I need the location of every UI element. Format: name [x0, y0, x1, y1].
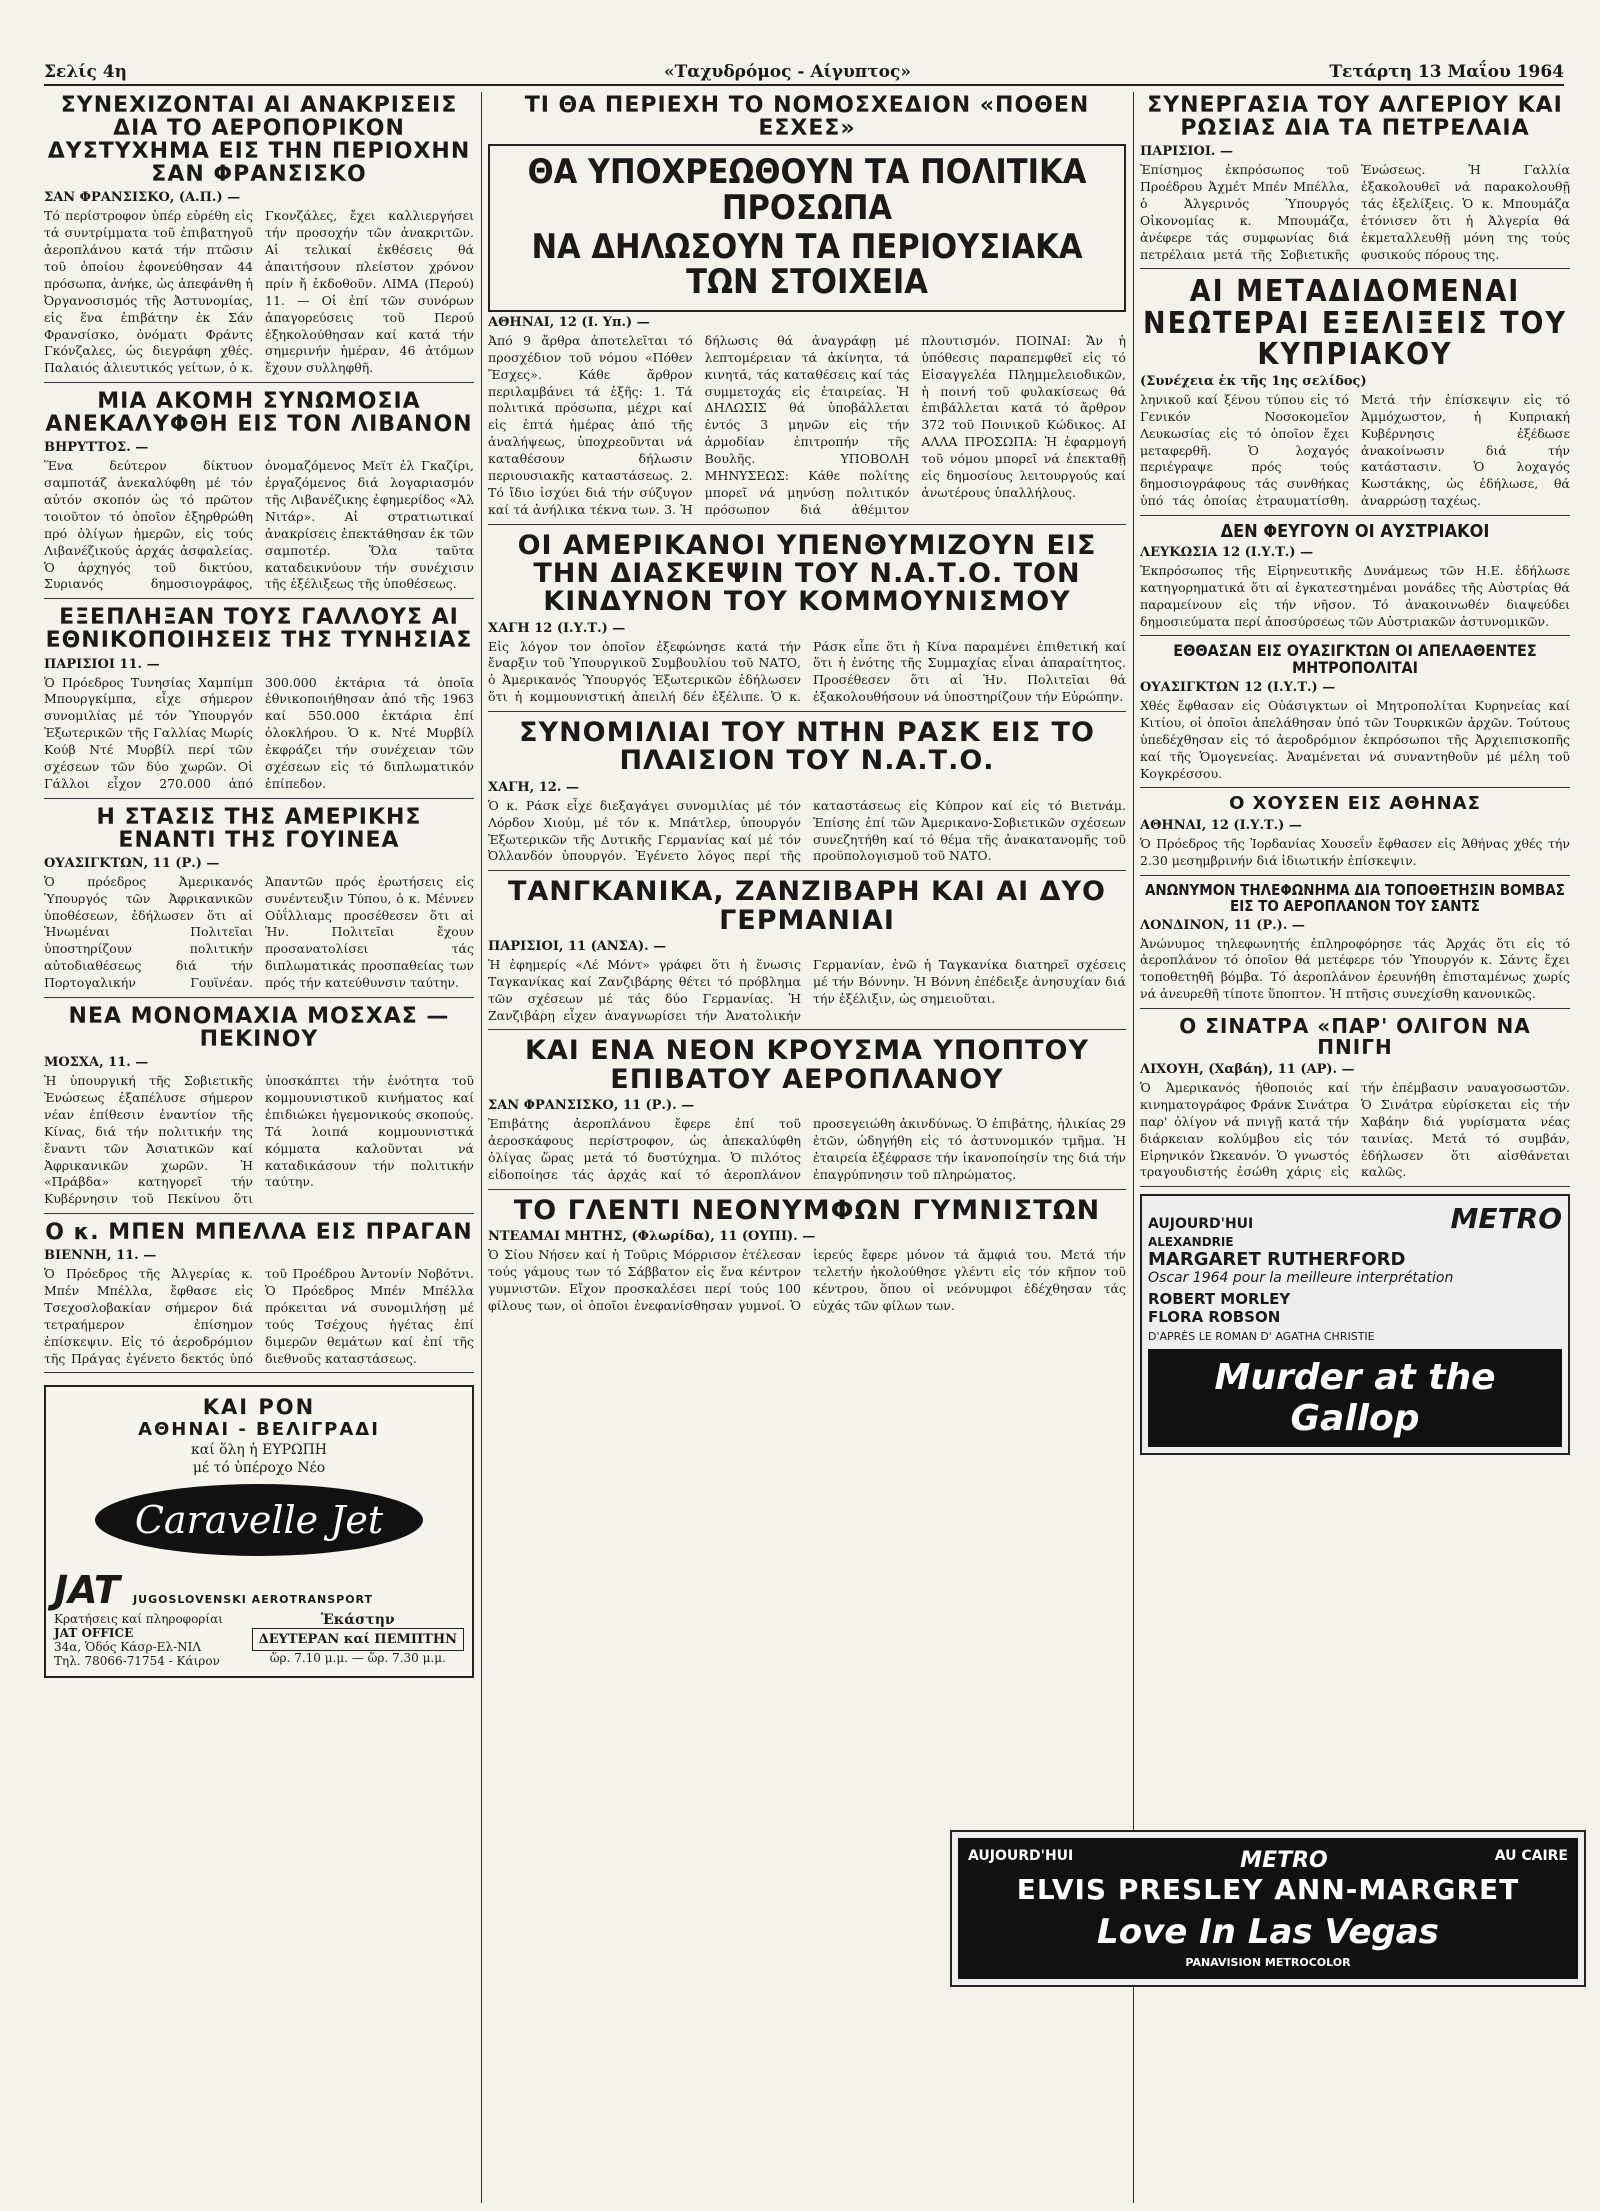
article	[1140, 1016, 1570, 1187]
article-body: Ἡ ἐφημερίς «Λέ Μόντ» γράφει ὅτι ἡ ἕνωσις Ταγκανίκας καί Ζανζιβάρης θέτει τό πρόβλημα τῶν σχέσεων μέ τάς δύο Γερμανίας. Ἡ Ζανζιβάρη εἶχεν ἀναγνωρίσει τήν Ἀνατολικήν Γερμανίαν, ἐνῶ ἡ Ταγκανίκα διατηρεῖ σχέσεις μέ τήν Βόννην. Ἡ Βόννη ἐπέδειξε ἀνησυχίαν διά τήν ἐξέλιξιν, ὡς σημειοῦται.	[488, 956, 1126, 1023]
metro-logo: METRO	[1240, 1848, 1328, 1873]
article-body: Ἡ ὑπουργική τῆς Σοβιετικῆς Ἑνώσεως ἐξαπέλυσε σήμερον νέαν ἐπίθεσιν ἐναντίον τῆς Κίνας, διά τήν πολιτικήν της ἔναντι τῶν Ἀσιατικῶν καί Ἀφρικανικῶν χωρῶν. Ἡ «Πράβδα» κατηγορεῖ τήν Κυβέρνησιν τοῦ Πεκίνου ὅτι ὑποσκάπτει τήν ἑνότητα τοῦ κομμουνιστικοῦ κινήματος καί ἐπιδιώκει ἡγεμονικούς σκοπούς. Τά λοιπά κομμουνιστικά κόμματα καλοῦνται νά καταδικάσουν τήν πολιτικήν ταύτην.	[44, 1073, 474, 1207]
ad-cinema: ALEXANDRIE	[1148, 1235, 1234, 1250]
headline: ΔΕΝ ΦΕΥΓΟΥΝ ΟΙ ΑΥΣΤΡΙΑΚΟΙ	[1220, 521, 1490, 543]
article-body: Ὁ Πρόεδρος Τυνησίας Χαμπίμπ Μπουργκίμπα, εἶχε σήμερον συνομιλίας μέ τόν Ὑπουργόν Ἐξωτερικῶν τῆς Γαλλίας Μωρίς Κούβ Ντέ Μυρβίλ περί τῶν σχέσεων τῶν δύο χωρῶν. Οἱ Γάλλοι εἶχον 270.000 ἀπό 300.000 ἐκτάρια τά ὁποῖα ἐθνικοποιήθησαν ἀπό τῆς 1963 καί 550.000 ἐκτάρια ἐπί ὁλοκλήρου. Ὁ κ. Ντέ Μυρβίλ ἐκφράζει τήν συνέχειαν τῶν σχέσεων εἰς τό διπλωματικόν ἐπίπεδον.	[44, 674, 474, 791]
dateline: ΣΑΝ ΦΡΑΝΣΙΣΚΟ, 11 (Ρ.). —	[488, 1098, 695, 1114]
article	[44, 94, 474, 383]
ad-phone: Τηλ. 78066-71754 - Κάιρον	[54, 1654, 220, 1669]
article	[488, 1194, 1126, 1320]
ad-co-star: FLORA ROBSON	[1148, 1308, 1281, 1327]
article-body: Χθές ἔφθασαν εἰς Οὐάσιγκτων οἱ Μητροπολίται Κυρηνείας καί Κιτίου, οἱ ὁποῖοι ἀπελάθησαν ὑπό τῶν Τουρκικῶν ἀρχῶν. Τούτους ὑπεδέχθησαν εἰς τό ἀεροδρόμιον ἐκπρόσωποι τῆς Ἀρχιεπισκοπῆς καί τῆς Ὁμογενείας. Ἀναμένεται νά συναντηθοῦν μέ μέλη τοῦ Κογκρέσσου.	[1140, 698, 1570, 781]
headline: ΕΞΕΠΛΗΞΑΝ ΤΟΥΣ ΓΑΛΛΟΥΣ ΑΙ ΕΘΝΙΚΟΠΟΙΗΣΕΙΣ ΤΗΣ ΤΥΝΗΣΙΑΣ	[45, 605, 473, 654]
ad-route: ΑΘΗΝΑΙ - ΒΕΛΙΓΡΑΔΙ	[138, 1419, 380, 1441]
dateline: ΟΥΑΣΙΓΚΤΩΝ, 11 (Ρ.) —	[44, 855, 220, 871]
headline: Ο κ. ΜΠΕΝ ΜΠΕΛΛΑ ΕΙΣ ΠΡΑΓΑΝ	[45, 1220, 473, 1246]
article	[488, 719, 1126, 871]
headline: ΤΟ ΓΛΕΝΤΙ ΝΕΟΝΥΜΦΩΝ ΓΥΜΝΙΣΤΩΝ	[513, 1194, 1101, 1226]
ad-every: Ἑκάστην	[320, 1612, 395, 1629]
dateline: ΛΙΧΟΥΗ, (Χαβάη), 11 (ΑΡ). —	[1140, 1062, 1355, 1078]
article-body: Ἐκπρόσωπος τῆς Εἰρηνευτικῆς Δυνάμεως τῶν Η.Ε. ἐδήλωσε κατηγορηματικά ὅτι αἱ ἐγκατεστημέναι μονάδες τῆς Αὐστρίας θά παραμείνουν εἰς τήν νῆσον. Τό ἀνακοινωθέν διαψεύδει δημοσιεύματα περί ἀποσύρσεως τῶν Αὐστριακῶν ἀστυνομικῶν.	[1140, 562, 1570, 629]
ad-panel	[958, 1838, 1578, 1979]
headline: ΕΘΘΑΣΑΝ ΕΙΣ ΟΥΑΣΙΓΚΤΩΝ ΟΙ ΑΠΕΛΑΘΕΝΤΕΣ ΜΗΤΡΟΠΟΛΙΤΑΙ	[1173, 641, 1537, 678]
headline: ΣΥΝΕΡΓΑΣΙΑ ΤΟΥ ΑΛΓΕΡΙΟΥ ΚΑΙ ΡΩΣΙΑΣ ΔΙΑ ΤΑ ΠΕΤΡΕΛΑΙΑ	[1147, 93, 1563, 142]
masthead	[44, 62, 1564, 86]
ad-today: AUJOURD'HUI	[1148, 1216, 1254, 1233]
article	[1140, 643, 1570, 788]
dateline: ΒΙΕΝΝΗ, 11. —	[44, 1248, 157, 1264]
article-body: Εἰς λόγον τον ὁποῖον ἐξεφώνησε κατά τήν ἔναρξιν τοῦ Ὑπουργικοῦ Συμβουλίου τοῦ ΝΑΤΟ, ὁ Ἀμερικανός Ὑπουργός Ἐξωτερικῶν ἐδήλωσεν ὅτι ἡ κομμουνιστική ἀπειλή δέν ἐξέλιπε. Ὁ κ. Ράσκ εἶπε ὅτι ἡ Κίνα παραμένει ἐπιθετική καί ὅτι ἡ ἐνότης τῆς Συμμαχίας εἶναι ἀπαραίτητος. Προσέθεσεν ὅτι αἱ Ἡν. Πολιτεῖαι θά ἐξακολουθήσουν νά ὑποστηρίζουν τήν Εὐρώπην.	[488, 638, 1126, 705]
headline: ΣΥΝΟΜΙΛΙΑΙ ΤΟΥ ΝΤΗΝ ΡΑΣΚ ΕΙΣ ΤΟ ΠΛΑΙΣΙΟΝ ΤΟΥ Ν.Α.Τ.Ο.	[519, 717, 1095, 777]
ad-tech: PANAVISION METROCOLOR	[1185, 1956, 1351, 1969]
article-body: Ἕνα δεύτερον δίκτυον σαμποτάζ ἀνεκαλύφθη μέ τόν αὐτόν σκοπόν ὡς τό πρῶτον τοιοῦτον τό ὁποῖον ἐξηρθρώθη πρό ὀλίγων ἡμερῶν, εἰς τούς Λιβανέζικούς ἀρχάς ἀσφαλείας. Ὁ ἀρχηγός τοῦ δικτύου, Συριανός δημοσιογράφος, ὀνομαζόμενος Μεϊτ ἐλ Γκαζίρι, ἐργαζόμενος διά λογαριασμόν τῆς Λιβανέζικης ἐφημερίδος «Ἀλ Νιτάρ». Αἱ στρατιωτικαί ἀνακρίσεις ἐπεκτάθησαν ἐκ τῶν σαμποτέρ. Ὅλα ταῦτα καταδεικνύουν τήν συνέχισιν τῆς ἐξέλιξεως τῆς ὑποθέσεως.	[44, 458, 474, 592]
headline: ΟΙ ΑΜΕΡΙΚΑΝΟΙ ΥΠΕΝΘΥΜΙΖΟΥΝ ΕΙΣ ΤΗΝ ΔΙΑΣΚΕΨΙΝ ΤΟΥ Ν.Α.Τ.Ο. ΤΟΝ ΚΙΝΔΥΝΟΝ ΤΟΥ ΚΟΜΜΟΥΝΙΣΜΟΥ	[517, 529, 1097, 618]
dateline: ΧΑΓΗ, 12. —	[488, 779, 579, 795]
article	[44, 606, 474, 798]
lead-headline-2: ΝΑ ΔΗΛΩΣΟΥΝ ΤΑ ΠΕΡΙΟΥΣΙΑΚΑ ΤΩΝ ΣΤΟΙΧΕΙΑ	[531, 226, 1083, 303]
love-in-las-vegas-ad	[950, 1830, 1586, 1987]
article	[488, 1037, 1126, 1189]
ad-days: ΔΕΥΤΕΡΑΝ καί ΠΕΜΠΤΗΝ	[252, 1628, 464, 1651]
dateline: ΑΘΗΝΑΙ, 12 (Ι.Υ.Τ.) —	[1140, 818, 1302, 834]
article	[44, 390, 474, 599]
headline: Ο ΣΙΝΑΤΡΑ «ΠΑΡ' ΟΛΙΓΟΝ ΝΑ ΠΝΙΓΗ	[1179, 1014, 1531, 1060]
article	[44, 1221, 474, 1373]
ad-today: AUJOURD'HUI	[968, 1848, 1074, 1864]
article	[1140, 94, 1570, 269]
ad-contact	[54, 1612, 223, 1668]
lead-kicker: ΤΙ ΘΑ ΠΕΡΙΕΧΗ ΤΟ ΝΟΜΟΣΧΕΔΙΟΝ «ΠΟΘΕΝ ΕΣΧΕΣ»	[524, 93, 1090, 142]
jat-logo	[54, 1568, 464, 1612]
article	[1140, 523, 1570, 636]
dateline: ΛΕΥΚΩΣΙΑ 12 (Ι.Υ.Τ.) —	[1140, 544, 1314, 560]
article-body: Τό περίστροφον ὑπέρ εὑρέθη εἰς τά συντρίμματα τοῦ ἐπιβατηγοῦ ἀεροπλάνου κατά τήν πτῶσιν τοῦ ὁποίου ἐφονεύθησαν 44 πρόσωπα, ἀνήκε, ὡς ἀπεφάνθη ἡ Ὀργανοσισμός τῆς Ἀστυνομίας, εἰς ἕνα ἐπιβάτην ἐκ Σάν Φρανσίσκο, ὀνόματι Φράντς Γκόνζαλες, ὡς διεγράφη χθές. Παλαιός ἀλιευτικός γείτων, ὁ κ. Γκονζάλες, ἔχει καλλιεργήσει τήν προσοχήν τῶν ἀνακριτῶν. Αἱ τελικαί ἐκθέσεις θά ἀπαιτήσουν πλείστον χρόνον πρίν ἤ ἐκδοθοῦν. ΛΙΜΑ (Περού) 11. — Οἱ ἐπί τῶν συνόρων ἀπαγορεύσεις τοῦ Περού ἐξηκολούθησαν καί κατά τήν σημερινήν ἡμέραν, 46 ἀτόμων ἔχουν συλληφθῆ.	[44, 208, 474, 376]
article-body: Ὁ Πρόεδρος τῆς Ἀλγερίας κ. Μπέν Μπέλλα, ἔφθασε εἰς Τσεχοσλοβακίαν σήμερον διά τετραήμερον ἐπίσημον ἐπίσκεψιν. Εἰς τό ἀεροδρόμιον τῆς Πράγας ἐγένετο δεκτός ὑπό τοῦ Προέδρου Ἀντονίν Νοβότνι. Ὁ Πρόεδρος Μπέν Μπέλλα πρόκειται νά συνομιλήσῃ μέ τούς Τσέχους ἡγέτας ἐπί διμερῶν θεμάτων καί ἐπί τῆς διεθνοῦς καταστάσεως.	[44, 1266, 474, 1366]
ad-title: ΚΑΙ ΡΟΝ	[202, 1395, 316, 1420]
dateline: ΠΑΡΙΣΙΟΙ. —	[1140, 144, 1233, 160]
ad-address: 34α, Ὁδός Κάσρ-Ελ-ΝΙΛ	[54, 1640, 201, 1655]
headline: ΣΥΝΕΧΙΖΟΝΤΑΙ ΑΙ ΑΝΑΚΡΙΣΕΙΣ ΔΙΑ ΤΟ ΑΕΡΟΠΟΡΙΚΟΝ ΔΥΣΤΥΧΗΜΑ ΕΙΣ ΤΗΝ ΠΕΡΙΟΧΗΝ ΣΑΝ ΦΡΑΝΣΙΣΚΟ	[47, 93, 471, 188]
dateline: ΠΑΡΙΣΙΟΙ 11. —	[44, 656, 160, 672]
ad-city: AU CAIRE	[1494, 1848, 1568, 1864]
headline: ΝΕΑ ΜΟΝΟΜΑΧΙΑ ΜΟΣΧΑΣ — ΠΕΚΙΝΟΥ	[68, 1003, 450, 1053]
ad-after: D'APRÈS LE ROMAN D' AGATHA CHRISTIE	[1148, 1330, 1375, 1344]
article-body: Ὁ κ. Ράσκ εἶχε διεξαγάγει συνομιλίας μέ τόν Λόρδον Χιούμ, μέ τόν κ. Μπάτλερ, ὑπουργόν Ἐξωτερικῶν τῆς Δυτικῆς Γερμανίας καί μέ τόν Ὀλλανδόν ὑπουργόν. Ἐγένετο λόγος περί τῆς καταστάσεως εἰς Κύπρον καί εἰς τό Βιετνάμ. Ἐπίσης ἐπί τῶν Ἀμερικανο-Σοβιετικῶν σχέσεων συνεζητήθη καί τό θέμα τῆς ἀνακατανομῆς τοῦ προϋπολογισμοῦ τοῦ ΝΑΤΟ.	[488, 797, 1126, 864]
lead-body: Ἀπό 9 ἄρθρα ἀποτελεῖται τό προσχέδιον τοῦ νόμου «Πόθεν Ἔσχες». Κάθε ἄρθρον περιλαμβάνει τά ἑξῆς: 1. Τά πολιτικά πρόσωπα, μέχρι καί εἰς ἑπτά ἡμέρας ἀπό τῆς ἀναλήψεως, ὑποχρεοῦνται νά καταθέσουν δήλωσιν περιουσιακῆς καταστάσεως. 2. Τό ἴδιο ἰσχύει διά τήν σύζυγον καί τά ἀνήλικα τέκνα των. 3. Ἡ δήλωσις θά ἀναγράφῃ μέ λεπτομέρειαν τά ἀκίνητα, τά κινητά, τάς καταθέσεις καί τάς συμμετοχάς εἰς ἑταιρείας. Ἡ ΔΗΛΩΣΙΣ θά ὑποβάλλεται ἐντός 3 μηνῶν εἰς τήν ἁρμοδίαν ἐπιτροπήν τῆς Βουλῆς. ΥΠΟΒΟΛΗ ΜΗΝΥΣΕΩΣ: Κάθε πολίτης μπορεῖ νά μηνύσῃ πολιτικόν πρόσωπον διά ἀθέμιτον πλουτισμόν. ΠΟΙΝΑΙ: Ἄν ἡ ὑπόθεσις παραπεμφθεῖ εἰς τό Εἰσαγγελέα Πλημμελειοδικῶν, ἡ ποινή τοῦ φυλακίσεως θά ἐπιβάλλεται κατά τό ἄρθρον 372 τοῦ Ποινικοῦ Κώδικος. ΑΙ ΑΛΛΑ ΠΡΟΣΩΠΑ: Ἡ ἐφαρμογή τοῦ νόμου μπορεῖ νά ἐπεκταθῇ εἰς δημοσίους λειτουργούς καί ἀνωτέρους ὑπαλλήλους.	[488, 332, 1126, 517]
ad-info: Κρατήσεις καί πληροφορίαι	[54, 1612, 223, 1627]
page-number: Σελίς 4η	[44, 62, 127, 82]
dateline: ΟΥΑΣΙΓΚΤΩΝ 12 (Ι.Υ.Τ.) —	[1140, 680, 1336, 696]
ad-schedule	[252, 1612, 464, 1668]
issue-date: Τετάρτη 13 Μαΐου 1964	[1329, 62, 1564, 82]
column-left	[44, 92, 474, 2203]
jat-brand: JAT	[54, 1568, 120, 1613]
dateline: ΠΑΡΙΣΙΟΙ, 11 (ΑΝΣΑ). —	[488, 938, 667, 954]
headline: ΚΑΙ ΕΝΑ ΝΕΟΝ ΚΡΟΥΣΜΑ ΥΠΟΠΤΟΥ ΕΠΙΒΑΤΟΥ ΑΕΡΟΠΛΑΝΟΥ	[524, 1035, 1090, 1095]
headline: Η ΣΤΑΣΙΣ ΤΗΣ ΑΜΕΡΙΚΗΣ ΕΝΑΝΤΙ ΤΗΣ ΓΟΥΙΝΕΑ	[96, 804, 422, 853]
headline: ΤΑΝΓΚΑΝΙΚΑ, ΖΑΝΖΙΒΑΡΗ ΚΑΙ ΑΙ ΔΥΟ ΓΕΡΜΑΝΙΑΙ	[507, 876, 1106, 936]
dateline: ΑΘΗΝΑΙ, 12 (Ι. Υπ.) —	[488, 314, 650, 330]
headline: ΑΙ ΜΕΤΑΔΙΔΟΜΕΝΑΙ ΝΕΩΤΕΡΑΙ ΕΞΕΛΙΞΕΙΣ ΤΟΥ ΚΥΠΡΙΑΚΟΥ	[1142, 274, 1568, 373]
article-body: Ἐπιβάτης ἀεροπλάνου ἔφερε ἐπί τοῦ ἀεροσκάφους περίστροφον, ὡς ἀπεκαλύφθη ὀλίγας ὥρας μετά τό δυστύχημα. Ὁ πιλότος εἰδοποίησε τάς ἀρχάς καί τό ἀεροπλάνον προσεγειώθη ἀκινδύνως. Ὁ ἐπιβάτης, ἠλικίας 29 ἐτῶν, ὡδηγήθη εἰς τό ἀστυνομικόν τμῆμα. Ἡ ἐταιρεία ἐξέφρασε τήν ἱκανοποίησίν της διά τήν ἐπαγρύπνησιν τοῦ πληρώματος.	[488, 1116, 1126, 1182]
dateline: ΝΤΕΑΜΑΙ ΜΗΤΗΣ, (Φλωρίδα), 11 (ΟΥΠΙ). —	[488, 1229, 816, 1244]
ad-times: ὥρ. 7.10 μ.μ. — ὥρ. 7.30 μ.μ.	[269, 1651, 446, 1666]
ad-star: MARGARET RUTHERFORD	[1148, 1249, 1406, 1271]
ad-oscar: Oscar 1964 pour la meilleure interprétation	[1148, 1270, 1454, 1287]
ad-stars: ELVIS PRESLEY ANN-MARGRET	[1016, 1873, 1520, 1906]
article-body: Ὁ Πρόεδρος τῆς Ἰορδανίας Χουσεΐν ἔφθασεν εἰς Ἀθήνας χθές τήν 2.30 μεσημβρινήν διά ἰδιωτικήν ἐπίσκεψιν.	[1140, 836, 1570, 869]
article-body: Ἀνώνυμος τηλεφωνητής ἐπληροφόρησε τάς Ἀρχάς ὅτι εἰς τό ἀεροπλάνον τό ὁποῖον θά μετέφερε τόν Ὑπουργόν κ. Σάντς ἔχει τοποθετηθῆ βόμβα. Τό ἀεροπλάνον ἐρευνήθη ἐπισταμένως χωρίς νά ἀνευρεθῆ τίποτε ὕποπτον. Ἡ πτῆσις συνεχίσθη κανονικῶς.	[1140, 935, 1570, 1002]
article-body: Ὁ Ἀμερικανός ἠθοποιός καί κινηματογράφος Φράνκ Σινάτρα παρ' ὀλίγον νά πνιγῇ κατά τήν διάρκειαν κολύμβου εἰς τόν Εἰρηνικόν Ὠκεανόν. Ὁ γνωστός τραγουδιστής ἐσώθη χάρις εἰς τήν ἐπέμβασιν ναυαγοσωστῶν. Ὁ Σινάτρα εὑρίσκεται εἰς τήν Χαβάην διά γυρίσματα νέας ταινίας. Μετά τό συμβάν, ἐδήλωσεν ὅτι αἰσθάνεται καλῶς.	[1140, 1080, 1570, 1180]
lead-headline-1: ΘΑ ΥΠΟΧΡΕΩΘΟΥΝ ΤΑ ΠΟΛΙΤΙΚΑ ΠΡΟΣΩΠΑ	[527, 152, 1087, 228]
lead-article	[488, 94, 1126, 525]
lead-headline-box	[488, 144, 1126, 312]
article	[1140, 883, 1570, 1009]
article-body: Ὁ πρόεδρος Ἀμερικανός Ὑπουργός τῶν Ἀφρικανικῶν ὑποθέσεων, ἐδήλωσεν ὅτι αἱ Ἡνωμέναι Πολιτεῖαι ὑποστηρίζουν πολιτικήν αὐτοδιαθέσεως διά τήν Πορτογαλικήν Γουϊνέαν. Ἀπαντῶν πρός ἐρωτήσεις εἰς συνέντευξιν Τύπου, ὁ κ. Μέννεν Οὐΐλλιαμς προσέθεσεν ὅτι αἱ Ἡν. Πολιτεῖαι ἔχουν προσανατολίσει τάς διπλωματικάς προσπαθείας των πρός τήν κατεύθυνσιν ταύτην.	[44, 873, 474, 991]
ad-new: μέ τό ὑπέροχο Νέο	[192, 1460, 326, 1477]
caravelle-jet-logo: Caravelle Jet	[95, 1484, 423, 1556]
continuation-note: (Συνέχεια ἐκ τῆς 1ης σελίδος)	[1140, 373, 1367, 389]
article-body: Ἐπίσημος ἐκπρόσωπος τοῦ Προέδρου Ἀχμέτ Μπέν Μπέλλα, ὁ Ἀλγερινός Ὑπουργός Οἰκονομίας κ. Μπουμάζα, ἀνέφερε τάς συμφωνίας διά πετρέλαια μετά τῆς Σοβιετικῆς Ἑνώσεως. Ἡ Γαλλία ἐξακολουθεῖ νά παρακολουθῇ τάς ἐξελίξεις. Ὁ κ. Μπουμάζα ἐτόνισεν ὅτι ἡ Ἀλγερία θά ἐκμεταλλευθῇ μόνη της τούς φυσικούς πόρους της.	[1140, 162, 1570, 262]
ad-europe: καί ὅλη ἡ ΕΥΡΩΠΗ	[190, 1442, 328, 1459]
ad-co-star: ROBERT MORLEY	[1148, 1290, 1291, 1309]
headline: ΑΝΩΝΥΜΟΝ ΤΗΛΕΦΩΝΗΜΑ ΔΙΑ ΤΟΠΟΘΕΤΗΣΙΝ ΒΟΜΒΑΣ ΕΙΣ ΤΟ ΑΕΡΟΠΛΑΝΟΝ ΤΟΥ ΣΑΝΤΣ	[1144, 881, 1566, 915]
dateline: ΜΟΣΧΑ, 11. —	[44, 1055, 149, 1071]
jat-advertisement	[44, 1385, 474, 1678]
headline: ΜΙΑ ΑΚΟΜΗ ΣΥΝΩΜΟΣΙΑ ΑΝΕΚΑΛΥΦΘΗ ΕΙΣ ΤΟΝ ΛΙΒΑΝΟΝ	[45, 389, 473, 438]
article	[488, 878, 1126, 1030]
article	[1140, 795, 1570, 876]
article-body: Ὁ Σίου Νήσεν καί ἡ Τοῦρις Μόρρισον ἐτέλεσαν τούς γάμους των τό Σάββατον εἰς ἕνα κέντρον γυμνιστῶν. Εἴχον προσκαλέσει περί τούς 100 φίλους των, οἱ ὁποῖοι ἐνεφανίσθησαν γυμνοί. Ὁ ἱερεύς ἔφερε μόνον τά ἄμφιά του. Μετά τήν τελετήν ἠκολούθησε γλέντι εἰς τόν κῆπον τοῦ κέντρου, ὅπου οἱ νεόνυμφοι ἐδέχθησαν τάς εὐχάς τῶν φίλων των.	[488, 1247, 1126, 1313]
dateline: ΒΗΡΥΤΤΟΣ. —	[44, 440, 149, 456]
ad-contact-row	[54, 1612, 464, 1668]
ad-film-title: Love In Las Vegas	[1097, 1912, 1439, 1952]
article	[488, 529, 1126, 713]
murder-at-the-gallop-ad	[1140, 1194, 1570, 1455]
article	[44, 806, 474, 998]
dateline: ΛΟΝΔΙΝΟΝ, 11 (Ρ.). —	[1140, 917, 1305, 933]
headline: Ο ΧΟΥΣΕΝ ΕΙΣ ΑΘΗΝΑΣ	[1229, 793, 1481, 815]
article	[1140, 276, 1570, 516]
metro-logo: METRO	[1450, 1202, 1562, 1236]
dateline: ΧΑΓΗ 12 (Ι.Υ.Τ.) —	[488, 620, 626, 636]
article	[44, 1005, 474, 1214]
ad-office: JAT OFFICE	[54, 1626, 134, 1641]
jat-brand-sub: JUGOSLOVENSKI AEROTRANSPORT	[133, 1593, 374, 1607]
dateline: ΣΑΝ ΦΡΑΝΣΙΣΚΟ, (Α.Π.) —	[44, 190, 241, 206]
column-rule	[481, 92, 482, 2203]
ad-film-title: Murder at the Gallop	[1148, 1349, 1562, 1447]
article-body: ληνικοῦ καί ξένου τύπου εἰς τό Γενικόν Νοσοκομεῖον Λευκωσίας εἰς τό ὁποῖον ἔχει μεταφερθῆ. Ὁ λοχαγός περιέγραψε πρός τούς δημοσιογράφους τάς συνθήκας ὑπό τάς ὁποίας ἐτραυματίσθη. Μετά τήν ἐπίσκεψιν εἰς τό Ἀμμόχωστον, ἡ Κυπριακή Κυβέρνησις ἐξέδωσε ἀνακοίνωσιν διά τήν κατάστασιν. Ὁ λοχαγός Κωστάκης, ὡς ἐδήλωσε, θά ἀναρρώσῃ ταχέως.	[1140, 391, 1570, 509]
paper-name: «Ταχυδρόμος - Αίγυπτος»	[664, 62, 911, 82]
